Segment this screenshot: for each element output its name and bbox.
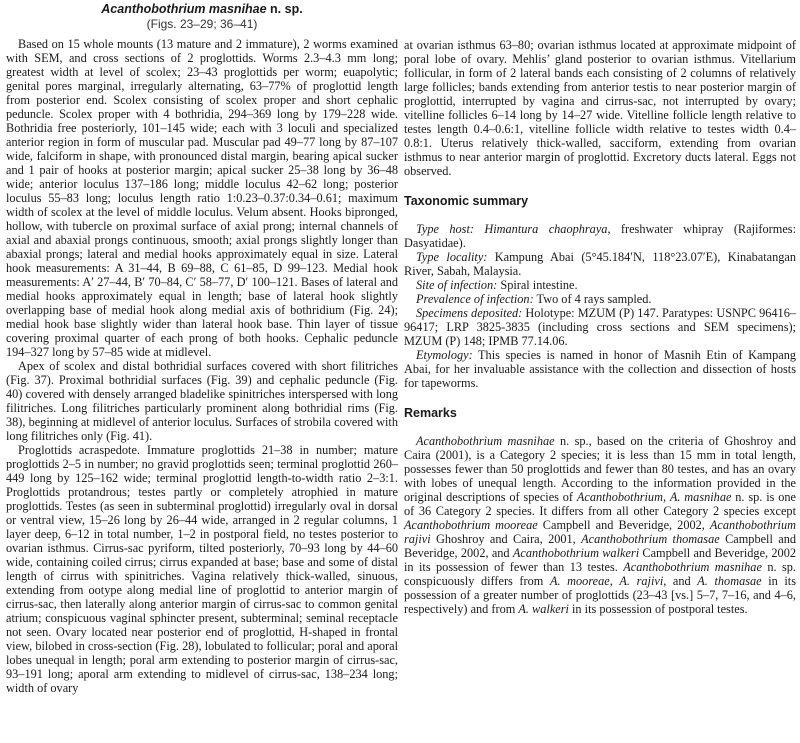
text-run: n. sp. is one of 36 Category 2 species. It differs from all other Category 2 species except (404, 490, 796, 518)
italic-text: Type host: Himantura chaophraya (416, 222, 608, 236)
remarks-heading: Remarks (404, 406, 457, 420)
text-run: in its possession of postporal testes. (568, 602, 748, 616)
italic-text: Acanthobothrium walkeri (512, 546, 640, 560)
italic-text: Specimens deposited: (416, 306, 523, 320)
paragraph (404, 292, 796, 306)
species-suffix: n. sp. (266, 2, 303, 16)
text-run: Campbell and Beveridge, 2002 in its possession of fewer than 13 testes. (404, 546, 796, 574)
text-run: , and (663, 574, 698, 588)
italic-text: A. walkeri (518, 602, 569, 616)
italic-text: A. mooreae (549, 574, 610, 588)
species-title (6, 2, 398, 17)
italic-text: Acanthobothrium masnihae (623, 560, 762, 574)
paragraph (404, 278, 796, 292)
italic-text: Prevalence of infection: (416, 292, 534, 306)
remarks-body (404, 434, 796, 616)
text-run: , freshwater whipray (Rajiformes: Dasyatidae). (404, 222, 796, 250)
figure-reference: (Figs. 23–29; 36–41) (146, 17, 258, 31)
text-run: Campbell and Beveridge, 2002, and (404, 532, 797, 560)
italic-text: A. thomasae (697, 574, 762, 588)
italic-text: Acanthobothrium rajivi (404, 518, 796, 546)
species-name: Acanthobothrium masnihae (101, 2, 267, 16)
text-run: , (609, 574, 620, 588)
text-run: Based on 15 whole mounts (13 mature and 2 immature), 2 worms examined with SEM, and cross sections of 2 proglottids. Worms 2.3–4.3 mm long; greatest width at level of scolex; 23–43 proglottids per worm; euapolytic; genital pores marginal, irregularly alternating, 63–77% of proglottid length from posterior end. Scolex consisting of scolex proper and short cephalic peduncle. Scolex proper with 4 bothridia, 294–369 long by 179–228 wide. Bothridia free posteriorly, 101–145 wide; each with 3 loculi and specialized anterior region in form of muscular pad. Muscular pad 49–77 long by 87–107 wide, falciform in shape, with pronounced distal margin, bearing apical sucker and 1 pair of hooks at posterior margin; apical sucker 25–38 long by 36–48 wide; anterior loculus 137–186 long; middle loculus 42–62 long; posterior loculus 55–83 long; loculus length ratio 1:0.23–0.37:0.34–0.61; maximum width of scolex at the level of middle loculus. Velum absent. Hooks bipronged, hollow, with tubercle on proximal surface of axial prong; internal channels of axial and abaxial prongs continuous, smooth; axial prongs slightly longer than abaxial prongs; lateral and medial hooks approximately equal in size. Lateral hook measurements: A 31–44, B 69–88, C 61–85, D 99–123. Medial hook measurements: A′ 27–44, B′ 70–84, C′ 58–77, D′ 100–121. Bases of lateral and medial hooks approximately equal in length; base of lateral hook slightly overlapping base of medial hook along medial axis of bothridium (Fig. 24); medial hook base slightly wider than lateral hook base. Thin layer of tissue covering proximal quarter of each prong of both hooks. Cephalic peduncle 194–327 long by 57–85 wide at midlevel. (6, 37, 398, 359)
text-run: , (662, 490, 670, 504)
paragraph (404, 250, 796, 278)
paragraph (404, 306, 796, 348)
text-run: Kampung Abai (5°45.184′N, 118°23.07′E), Kinabatangan River, Sabah, Malaysia. (404, 250, 796, 278)
text-run: Spiral intestine. (497, 278, 578, 292)
text-run: n. sp., based on the criteria of Ghoshroy and Caira (2001), is a Category 2 species; it is less than 15 mm in total length, possesses fewer than 50 proglottids and fewer than 80 testes, and has an ovary with lobes of unequal length. According to the information provided in the original descriptions of species of (404, 434, 796, 504)
paragraph (6, 37, 398, 359)
description-continuation (404, 38, 796, 178)
paragraph (404, 222, 796, 250)
text-run: Proglottids acraspedote. Immature proglottids 21–38 in number; mature proglottids 2–5 in number; no gravid proglottids seen; terminal proglottid 260–449 long by 125–162 wide; terminal proglottid length-to-width ratio 2–3:1. Proglottids protandrous; testes partly or completely atrophied in mature proglottids. Testes (as seen in subterminal proglottid) irregularly oval in dorsal or ventral view, 15–26 long by 26–44 wide, arranged in 2 regular columns, 1 layer deep, 6–12 in total number, 1–2 in postporal field, no testes posterior to ovarian isthmus. Cirrus-sac pyriform, tilted posteriorly, 70–93 long by 44–60 wide, containing coiled cirrus; cirrus expanded at base; base and some of distal length of cirrus with spinitriches. Vagina relatively thick-walled, sinuous, extending from ootype along medial line of proglottid to anterior margin of cirrus-sac, then laterally along anterior margin of cirrus-sac to common genital atrium; conspicuous vaginal sphincter present, subterminal; seminal receptacle not seen. Ovary located near posterior end of proglottid, H-shaped in frontal view, bilobed in cross-section (Fig. 28), lobulated to follicular; poral and aporal lobes unequal in length; poral arm extending to posterior margin of cirrus-sac, 93–191 long; aporal arm extending to midlevel of cirrus-sac, 138–234 long; width of ovary (6, 443, 398, 695)
paragraph (404, 348, 796, 390)
paragraph (6, 359, 398, 443)
italic-text: Acanthobothrium (576, 490, 663, 504)
taxonomic-summary (404, 222, 796, 390)
italic-text: Site of infection: (416, 278, 498, 292)
taxonomic-summary-heading: Taxonomic summary (404, 194, 529, 208)
italic-text: A. rajivi (619, 574, 664, 588)
description-body (6, 37, 398, 695)
paragraph (404, 38, 796, 178)
left-column (6, 0, 398, 695)
paragraph (6, 443, 398, 695)
text-run: Two of 4 rays sampled. (533, 292, 652, 306)
text-run: in its possession of a greater number of proglottids (23–43 [vs.] 5–7, 7–16, and 4–6, respectively) and from (404, 574, 797, 616)
italic-text: A. masnihae (669, 490, 732, 504)
text-run: This species is named in honor of Masnih Etin of Kampang Abai, for her invaluable assistance with the collection and dissection of hosts for tapeworms. (404, 348, 796, 390)
text-run: Ghoshroy and Caira, 2001, (430, 532, 582, 546)
text-run: Apex of scolex and distal bothridial surfaces covered with short filitriches (Fig. 37). Proximal bothridial surfaces (Fig. 39) and cephalic peduncle (Fig. 40) covered with densely arranged bladelike spinitriches interspersed with long filitriches. Long filitriches particularly prominent along bothridial rims (Fig. 38), beginning at midlevel of anterior loculus. Surfaces of strobila covered with long filitriches only (Fig. 41). (6, 359, 398, 443)
text-run: Holotype: MZUM (P) 147. Paratypes: USNPC 96416–96417; LRP 3825-3835 (including cross sections and SEM specimens); MZUM (P) 148; IPMB 77.14.06. (404, 306, 796, 348)
text-run: n. sp. conspicuously differs from (404, 560, 796, 588)
italic-text: Acanthobothrium thomasae (581, 532, 720, 546)
text-run: Campbell and Beveridge, 2002, (537, 518, 710, 532)
italic-text: Etymology: (416, 348, 473, 362)
text-run: at ovarian isthmus 63–80; ovarian isthmus located at approximate midpoint of poral lobe of ovary. Mehlis’ gland posterior to ovarian isthmus. Vitellarium follicular, in form of 2 lateral bands each consisting of 2 columns of relatively large follicles; bands extending from anterior testis to near posterior margin of proglottid, interrupted by vagina and cirrus-sac, not interrupted by ovary; vitelline follicles 6–14 long by 14–27 wide. Vitelline follicle length relative to testes length 0.4–0.6:1, vitelline follicle width relative to testes width 0.4–0.8:1. Uterus relatively thick-walled, sacciform, extending from ovarian isthmus to near anterior margin of proglottid. Excretory ducts lateral. Eggs not observed. (404, 38, 796, 178)
italic-text: Acanthobothrium mooreae (404, 518, 538, 532)
italic-text: Type locality: (416, 250, 488, 264)
italic-text: Acanthobothrium masnihae (416, 434, 555, 448)
right-column (404, 38, 796, 616)
paragraph (404, 434, 796, 616)
